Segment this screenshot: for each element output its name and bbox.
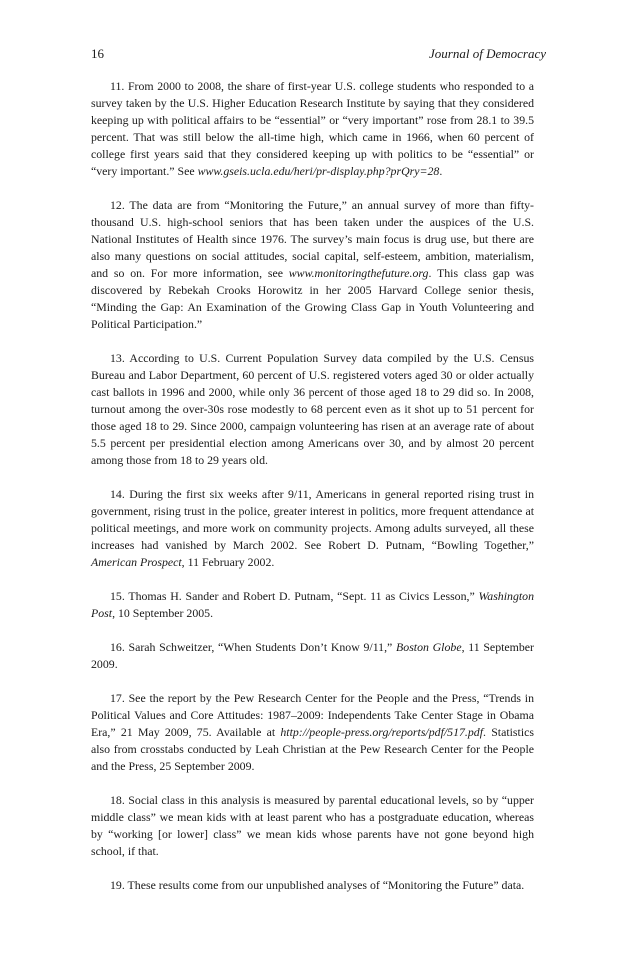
running-head-journal: Journal of Democracy <box>429 46 546 61</box>
note-text: 17. See the report by the Pew Research Center for the People and the Press, “Trends in Political Values and Core Attitudes: 1987–2009: Independents Take Center Stage in Obama Era,” 21 May 2009, 75. Available at <box>91 691 534 739</box>
note-text: 16. Sarah Schweitzer, “When Students Don’t Know 9/11,” <box>110 640 397 654</box>
endnote-11 <box>91 78 534 180</box>
note-text: 19. These results come from our unpublished analyses of “Monitoring the Future” data. <box>110 878 525 892</box>
endnote-18 <box>91 792 534 860</box>
note-text: 18. Social class in this analysis is measured by parental educational levels, so by “upper middle class” we mean kids with at least parent who has a postgraduate education, whereas by “working [or lower] class” we mean kids whose parents have not gone beyond high school, if that. <box>91 793 534 858</box>
page-number: 16 <box>91 46 104 61</box>
endnotes <box>91 78 534 911</box>
endnote-19 <box>91 877 534 894</box>
endnote-17 <box>91 690 534 775</box>
note-text: . <box>439 164 443 178</box>
note-text: 11. From 2000 to 2008, the share of first-year U.S. college students who responded to a survey taken by the U.S. Higher Education Research Institute by saying that they considered keeping up with political affairs to be “essential” or “very important” rose from 28.1 to 39.5 percent. That was still below the all-time high, which came in 1966, when 60 percent of college first years said that they considered keeping up with politics to be “essential” or “very important.” See <box>91 79 534 178</box>
note-text: , 11 September 2009. <box>91 640 534 671</box>
note-text: . Statistics also from crosstabs conducted by Leah Christian at the Pew Research Center for the People and the Press, 25 September 2009. <box>91 725 534 773</box>
note-text: 15. Thomas H. Sander and Robert D. Putnam, “Sept. 11 as Civics Lesson,” <box>110 589 479 603</box>
publication-title: Washington Post <box>91 589 534 620</box>
page-header <box>91 46 546 64</box>
publication-title: American Prospect <box>91 555 182 569</box>
note-url: www.gseis.ucla.edu/heri/pr-display.php?prQry=28 <box>197 164 440 178</box>
note-text: 12. The data are from “Monitoring the Future,” an annual survey of more than fifty-thousand U.S. high-school seniors that has been taken under the auspices of the U.S. National Institutes of Health since 1976. The survey’s main focus is drug use, but there are also many questions on social attitudes, social capital, self-esteem, ambition, materialism, and so on. For more information, see <box>91 198 534 280</box>
note-text: . This class gap was discovered by Rebekah Crooks Horowitz in her 2005 Harvard College senior thesis, “Minding the Gap: An Examination of the Growing Class Gap in Youth Volunteering and Political Participation.” <box>91 266 534 331</box>
note-url: http://people-press.org/reports/pdf/517.pdf <box>280 725 484 739</box>
note-text: , 11 February 2002. <box>181 555 275 569</box>
endnote-15 <box>91 588 534 622</box>
note-text: , 10 September 2005. <box>112 606 214 620</box>
endnote-12 <box>91 197 534 333</box>
note-text: 13. According to U.S. Current Population Survey data compiled by the U.S. Census Bureau and Labor Department, 60 percent of U.S. registered voters aged 30 or older actually cast ballots in 1996 and 2000, while only 36 percent of those aged 18 to 29 did so. In 2008, turnout among the over-30s rose modestly to 68 percent even as it shot up to 51 percent for those aged 18 to 29. Since 2000, campaign volunteering has risen at an average rate of about 5.5 percent per presidential election among Americans over 30, and by almost 20 percent among those from 18 to 29 years old. <box>91 351 534 467</box>
endnote-13 <box>91 350 534 469</box>
publication-title: Boston Globe <box>396 640 462 654</box>
note-url: www.monitoringthefuture.org <box>288 266 429 280</box>
note-text: 14. During the first six weeks after 9/11, Americans in general reported rising trust in government, rising trust in the police, greater interest in politics, more frequent attendance at political meetings, and more work on community projects. Among adults surveyed, all these increases had vanished by March 2002. See Robert D. Putnam, “Bowling Together,” <box>91 487 534 552</box>
endnote-14 <box>91 486 534 571</box>
endnote-16 <box>91 639 534 673</box>
